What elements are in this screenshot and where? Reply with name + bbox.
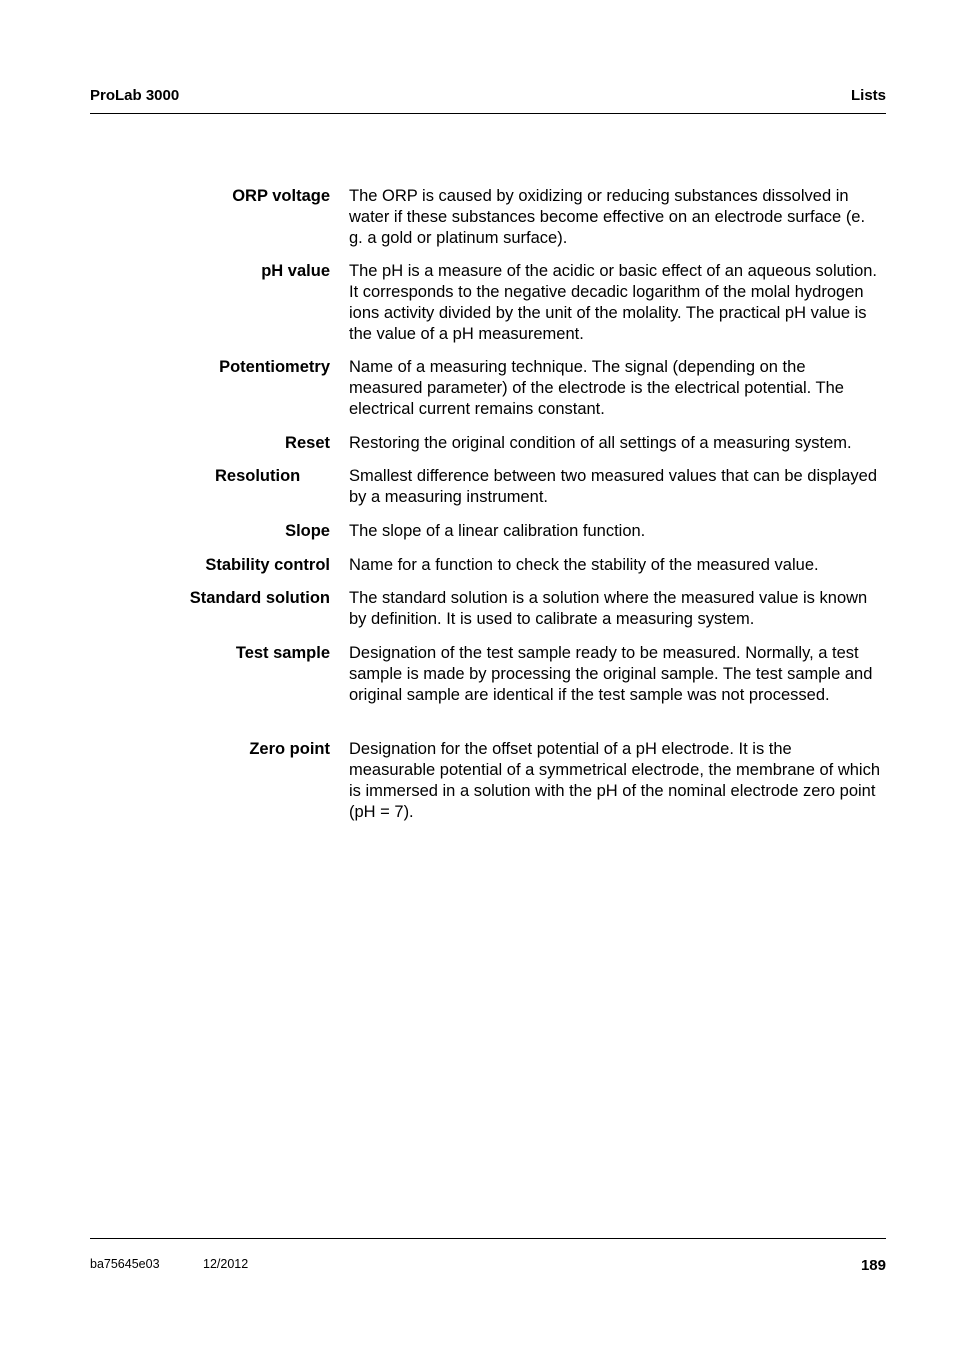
glossary-entry [90, 433, 886, 466]
glossary-entry [90, 466, 886, 521]
glossary-term: ORP voltage [232, 187, 330, 205]
glossary-entry [90, 357, 886, 433]
glossary-definition: Smallest difference between two measured values that can be displayed by a measuring instrument. [349, 467, 878, 506]
glossary-definition: The pH is a measure of the acidic or basic effect of an aqueous solution. It corresponds to the negative decadic logarithm of the molal hydrogen ions activity divided by the unit of the molality. The practical pH value is the value of a pH measurement. [349, 262, 877, 343]
page-header [90, 87, 886, 105]
glossary-entry [90, 739, 886, 835]
header-rule [90, 113, 886, 114]
product-name: ProLab 3000 [90, 87, 180, 104]
glossary-definition: Designation for the offset potential of a pH electrode. It is the measurable potential of a symmetrical electrode, the membrane of which is immersed in a solution with the pH of the nominal electrode zero point (pH = 7). [349, 740, 881, 821]
glossary-term: Potentiometry [219, 358, 330, 376]
glossary-definition: The slope of a linear calibration function. [349, 522, 646, 540]
document-date: 12/2012 [203, 1257, 249, 1271]
section-title: Lists [850, 87, 886, 104]
glossary-term: Reset [285, 434, 330, 452]
glossary-term: Stability control [205, 556, 330, 574]
glossary-entry [90, 555, 886, 588]
footer-rule [90, 1238, 886, 1239]
glossary-entry [90, 186, 886, 261]
glossary-definition: Designation of the test sample ready to be measured. Normally, a test sample is made by processing the original sample. The test sample and original sample are identical if the test sample was not processed. [349, 644, 873, 704]
glossary-entry [90, 521, 886, 555]
glossary-entry [90, 588, 886, 643]
glossary-definition: The standard solution is a solution where the measured value is known by definition. It is used to calibrate a measuring system. [349, 589, 868, 628]
glossary-term: Standard solution [189, 589, 330, 607]
glossary-definition: Restoring the original condition of all settings of a measuring system. [349, 434, 852, 452]
glossary-list [90, 186, 886, 835]
glossary-definition: Name of a measuring technique. The signal (depending on the measured parameter) of the electrode is the electrical potential. The electrical current remains constant. [349, 358, 844, 418]
page-footer [90, 1257, 886, 1275]
glossary-entry [90, 261, 886, 357]
glossary-term: Test sample [235, 644, 330, 662]
glossary-term: pH value [261, 262, 330, 280]
glossary-definition: Name for a function to check the stability of the measured value. [349, 556, 819, 574]
glossary-term: Resolution [215, 467, 301, 485]
page-number: 189 [860, 1257, 886, 1274]
document-id: ba75645e03 [90, 1257, 160, 1271]
glossary-term: Zero point [249, 740, 330, 758]
glossary-term: Slope [285, 522, 330, 540]
glossary-entry [90, 643, 886, 739]
glossary-definition: The ORP is caused by oxidizing or reducing substances dissolved in water if these substances become effective on an electrode surface (e. g. a gold or platinum surface). [349, 187, 866, 247]
